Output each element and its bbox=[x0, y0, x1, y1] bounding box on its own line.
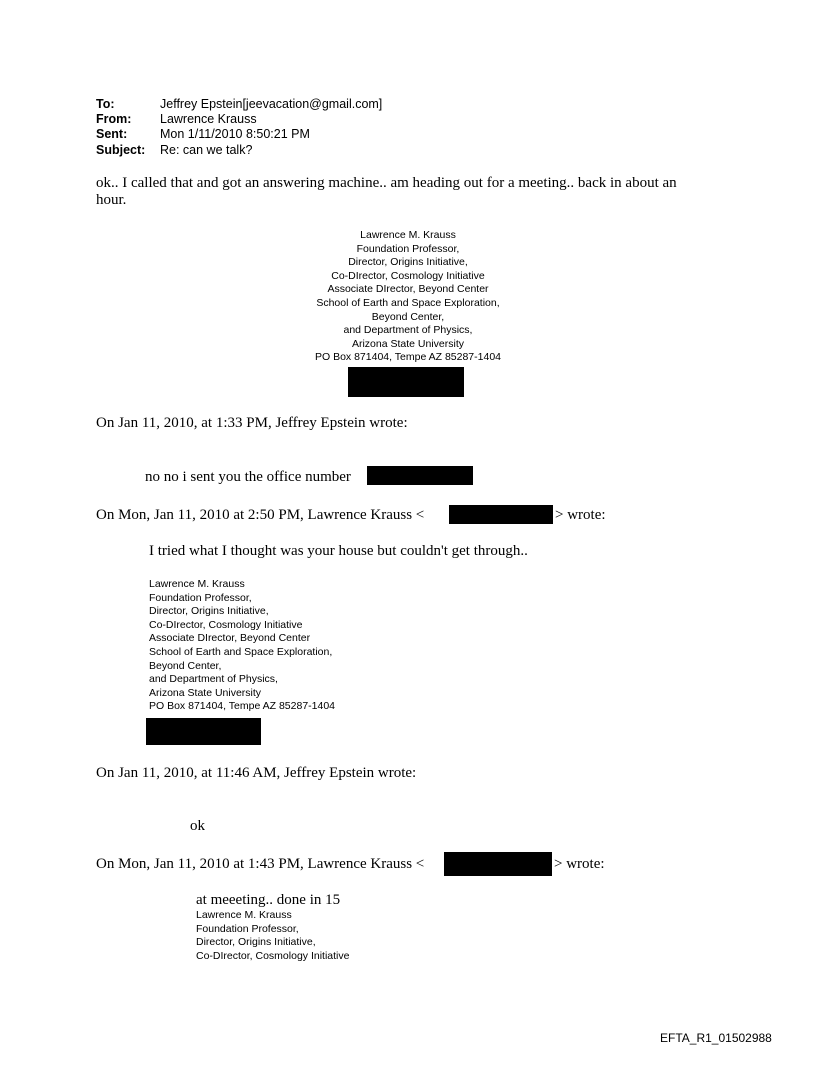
quote-header: On Mon, Jan 11, 2010 at 2:50 PM, Lawrence Krauss < bbox=[96, 507, 425, 523]
signature-block bbox=[300, 229, 516, 365]
signature-line: Associate DIrector, Beyond Center bbox=[327, 283, 489, 296]
quote-header: On Mon, Jan 11, 2010 at 1:43 PM, Lawrence Krauss < bbox=[96, 856, 425, 872]
signature-line: Co-DIrector, Cosmology Initiative bbox=[196, 949, 350, 962]
signature-block bbox=[149, 578, 335, 714]
subject-label: Subject: bbox=[96, 143, 146, 157]
signature-block bbox=[196, 909, 349, 963]
signature-line: Co-DIrector, Cosmology Initiative bbox=[149, 618, 303, 631]
quote-body: at meeeting.. done in 15 bbox=[196, 892, 341, 908]
sent-label: Sent: bbox=[96, 127, 128, 141]
signature-line: Co-DIrector, Cosmology Initiative bbox=[331, 269, 485, 282]
signature-line: Lawrence M. Krauss bbox=[149, 578, 245, 590]
quote-body: no no i sent you the office number bbox=[145, 469, 351, 485]
subject-value: Re: can we talk? bbox=[160, 143, 253, 157]
signature-line: Foundation Professor, bbox=[196, 922, 299, 935]
signature-line: PO Box 871404, Tempe AZ 85287-1404 bbox=[314, 351, 502, 364]
signature-line: Foundation Professor, bbox=[356, 242, 460, 255]
signature-line: Director, Origins Initiative, bbox=[149, 605, 269, 618]
signature-line: Lawrence M. Krauss bbox=[360, 229, 456, 241]
signature-line: School of Earth and Space Exploration, bbox=[316, 296, 500, 309]
from-label: From: bbox=[96, 112, 132, 126]
signature-line: and Department of Physics, bbox=[343, 324, 473, 337]
quote-body: I tried what I thought was your house but couldn't get through.. bbox=[149, 543, 528, 559]
signature-line: Foundation Professor, bbox=[149, 591, 252, 604]
quote-header: On Jan 11, 2010, at 11:46 AM, Jeffrey Epstein wrote: bbox=[96, 765, 417, 781]
from-value: Lawrence Krauss bbox=[160, 112, 257, 126]
message-line-2: hour. bbox=[96, 192, 127, 208]
signature-line: Arizona State University bbox=[149, 686, 262, 699]
to-label: To: bbox=[96, 97, 115, 111]
quote-body: ok bbox=[190, 818, 205, 834]
signature-line: School of Earth and Space Exploration, bbox=[149, 645, 333, 658]
signature-line: Beyond Center, bbox=[371, 310, 445, 323]
document-id: EFTA_R1_01502988 bbox=[660, 1031, 772, 1045]
signature-line: PO Box 871404, Tempe AZ 85287-1404 bbox=[149, 700, 336, 713]
redaction-box bbox=[449, 505, 553, 524]
signature-line: Lawrence M. Krauss bbox=[196, 909, 292, 921]
signature-line: Beyond Center, bbox=[149, 659, 222, 672]
redaction-box bbox=[367, 466, 473, 485]
signature-line: and Department of Physics, bbox=[149, 673, 278, 686]
redaction-box bbox=[146, 718, 261, 745]
signature-line: Associate DIrector, Beyond Center bbox=[149, 632, 311, 645]
sent-value: Mon 1/11/2010 8:50:21 PM bbox=[160, 127, 310, 141]
redaction-box bbox=[444, 852, 552, 876]
redaction-box bbox=[348, 367, 464, 397]
quote-header-suffix: > wrote: bbox=[554, 856, 605, 872]
quote-header-suffix: > wrote: bbox=[555, 507, 606, 523]
quote-header: On Jan 11, 2010, at 1:33 PM, Jeffrey Epstein wrote: bbox=[96, 415, 408, 431]
to-value: Jeffrey Epstein[jeevacation@gmail.com] bbox=[160, 97, 383, 111]
signature-line: Director, Origins Initiative, bbox=[196, 936, 316, 949]
signature-line: Arizona State University bbox=[351, 337, 465, 350]
signature-line: Director, Origins Initiative, bbox=[348, 256, 468, 269]
message-line-1: ok.. I called that and got an answering machine.. am heading out for a meeting.. back in about an bbox=[96, 175, 677, 191]
